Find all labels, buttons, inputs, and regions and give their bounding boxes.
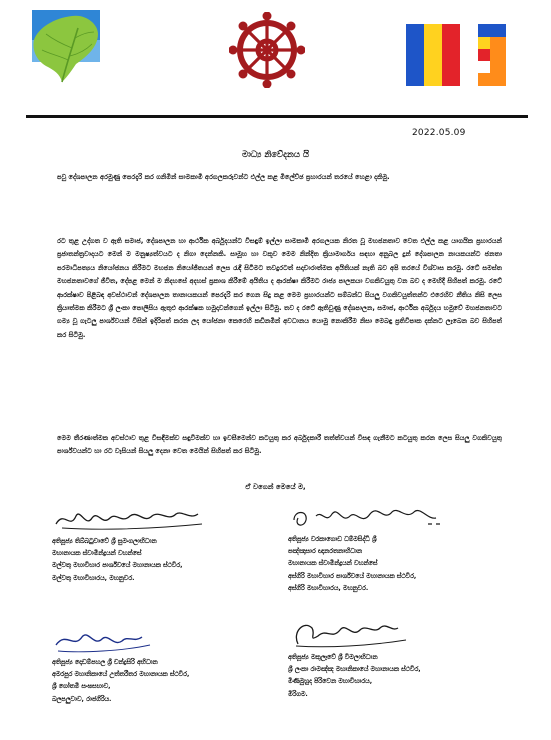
handwritten-signature-3 — [52, 623, 212, 657]
signatory-title-line: ශ්‍රී ගෝතමී සංඝසභාව, — [52, 683, 111, 691]
signature-block-3 — [52, 623, 232, 706]
signatory-title-line: අස්ගිරි මහාවිහාර පාර්ශ්වයේ මහානායක ස්ථවිර, — [288, 572, 417, 580]
paragraph-2: රට තුළ උද්ගත ව ඇති සමාජ, දේශපාලන හා ආර්ථික අර්බුදයන්ට විසඳුම් ඉල්ලා සාමකාමී අරගලයක නිරත වූ මහජනතාව වෙත එල්ල කළ යාගයික ප්‍රහාරයන් ප්‍රජාතන්ත්‍රවාදයට මෙන් ම මනුෂ්‍යත්වයට ද නිගා දෙන්නකි. සාමූහ හා වකූව මෙම නින්දිත ක්‍රියාමාර්ගය සඳහා අනුබල දුන් දේශපාලන නායකයන්ට ජනතා පරමාධිපත්‍යය නියෝජනය කිරීමට මහජන නියෝජිතයන් ලෙස රැඳී සිටීමට තවදුරටත් සදාචාරාත්මක අයිතියක් නැති බව අපි තරයේ විශ්වාස කරමු. රටේ සමස්ත මහජනතාවගේ ජීවිත, දේපළ මෙන් ම නිදහසේ අදහස් ප්‍රකාශ කිරීමේ අයිතිය ද ආරක්ෂා කිරීමට රාජ්‍ය පාලකයා වගකිවයුතු වන බව ද මෙහිදී සිහිපත් කරමු. රටේ ආරක්ෂාව පිළිබඳ අවස්ථාවන් දේශපාලන තානායකයන් පෙරදැරි කර ගෙන සිදු කළ මෙම ප්‍රහාරයන්ට සම්බන්ධ සියලු වගකිවයුත්තන්ට එරෙහිව නීතිය නිසි ලෙස ක්‍රියාත්මක කිරීමට ශ්‍රී ලංකා පොලිසිය ඇතුළු ආරක්ෂක හමුදාවන්ගෙන් ඉල්ලා සිටිමු. තව ද රටේ ඇතිවුණු දේශපාලන, සමාජ, ආර්ථික අර්බුදය හමුවේ මහජනතාවට ගම්‍ය වූ ගැටලු පාර්ශ්වයන් විසින් ඉදිරිපත් කරන ලද යෝජනා කෙරෙහි කඩිනමින් අවධානය යොමු නොකිරීම නිසා මෙබඳු ප්‍රතිවිපාක දක්නට ලැබෙන බව සිහිපත් කර සිටිමු. — [57, 237, 502, 339]
document-title: මාධ්‍ය නිවේදනය යි — [241, 150, 310, 160]
signatory-title-line: මහානායක ස්වාමීන්ද්‍රයන් වහන්සේ — [288, 560, 378, 568]
closing-line: ඒ වගෙන් මෙයේ ම, — [245, 483, 306, 491]
signature-block-1 — [52, 500, 232, 585]
signatory-name: අතිපූජ්‍ය මකුලෑවේ ශ්‍රී විමලාභිධාන — [288, 654, 378, 661]
signatory-title-line: පඤ්ඤාසාර ඥානරතනාභිධාන — [288, 548, 363, 556]
signatory-title-line: මහානායක ස්වාමීන්ද්‍රයන් වහන්සේ — [52, 550, 142, 558]
buddhist-flag-icon — [406, 24, 506, 86]
bodhi-leaf-logo — [32, 10, 100, 90]
signatory-address-line: මිරිගම. — [288, 690, 308, 698]
paragraph-1: පවු දේශපාලන අරමුණු පෙරදැරි කර ගනිමින් සාමකාමී අරගලකරුවන්ට එල්ල කළ මිලේච්ඡ ප්‍රහාරයන් තරයේ හෙළා දකිමු. — [57, 173, 390, 181]
handwritten-signature-2 — [288, 498, 448, 534]
signatory-title-line: මිණිමුහුද පිරිවෙන මහාවිහාරය, — [288, 678, 373, 686]
dharma-wheel-logo — [229, 12, 305, 88]
header-divider — [26, 115, 528, 118]
paragraph-3: මෙම තීරණාත්මක අවස්ථාව තුළ විසඳීමක්ව සඳුවීමක්ව හා ඉවසීමෙන්ව කටයුතු කර අර්බුදකාරී තත්ත්වයන් විසඳ ගැනීමට කටයුතු කරන ලෙස සියලු වගකිවයුතු පාර්ශ්වයන්ට හා රට වැසියන් සියලු දෙනා වෙත මෙයින් සිහිපත් කර සිටිමු. — [57, 434, 502, 456]
document-date: 2022.05.09 — [412, 128, 466, 138]
signatory-address-line: අස්ගිරි මහාවිහාරය, මහනුවර. — [288, 584, 369, 592]
bodhi-leaf-icon — [32, 10, 100, 90]
signatory-address-line: මල්වතු මහාවිහාරය, මහනුවර. — [52, 574, 135, 582]
buddhist-flag-logo — [406, 24, 506, 86]
signature-block-4 — [288, 614, 468, 701]
handwritten-signature-4 — [288, 614, 448, 652]
handwritten-signature-1 — [52, 500, 212, 536]
dharma-wheel-icon — [229, 12, 305, 88]
signatory-title-line: අමරපුර මහානිකායේ උත්තරීතර මහානායක ස්ථවිර, — [52, 671, 190, 679]
signatory-name: අතිපූජ්‍ය වරකාගොඩ ධම්මසිද්ධි ශ්‍රී — [288, 536, 377, 543]
signatory-title-line: මල්වතු මහාවිහාර පාර්ශ්වයේ මහානායක ස්ථවිර, — [52, 562, 183, 570]
signatory-name: අතිපූජ්‍ය තිබ්බටුවාවේ ශ්‍රී සුමංගලාභිධාන — [52, 538, 157, 545]
signatory-address-line: බලපලුවාව, රාජගිරිය. — [52, 695, 112, 703]
signature-block-2 — [288, 498, 468, 595]
signatory-title-line: ශ්‍රී ලංකා රාමඤ්ඤ මහානිකායේ මහානායක ස්ථවිර, — [288, 666, 421, 674]
signatory-name: අතිපූජ්‍ය දොඩම්පහල ශ්‍රී චන්ද්‍රසිරි අභිධාන — [52, 659, 158, 666]
